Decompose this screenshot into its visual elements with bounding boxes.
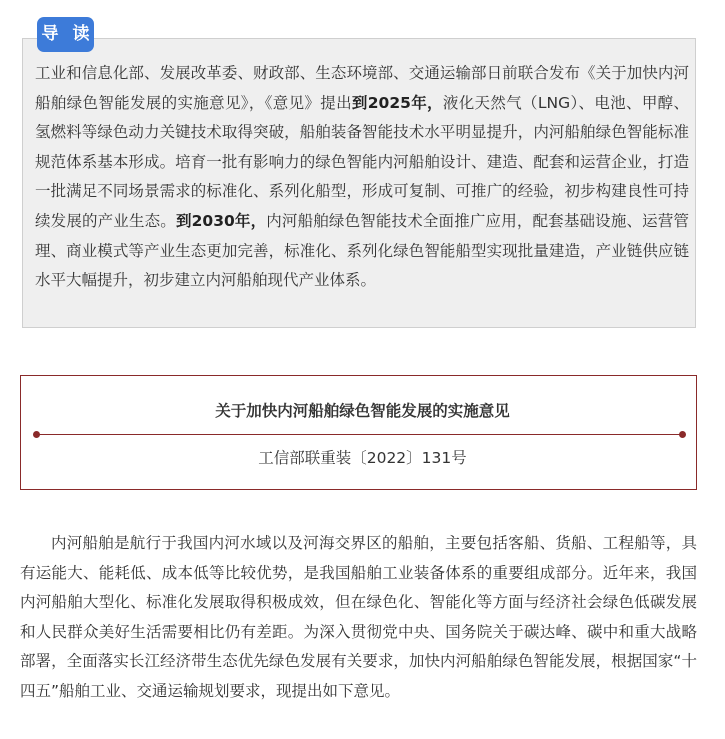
divider-dot-right (679, 431, 686, 438)
guide-summary (35, 59, 689, 296)
document-title-box (20, 375, 697, 490)
guide-text-part-2: 液化天然气（LNG）、电池、甲醇、氢燃料等绿色动力关键技术取得突破，船舶装备智能技术水平明显提升，内河船舶绿色智能标准规范体系基本形成。培育一批有影响力的绿色智能内河船舶设计、建造、配套和运营企业，打造一批满足不同场景需求的标准化、系列化船型，形成可复制、可推广的经验，初步构建良性可持续发展的产业生态。 (35, 93, 689, 230)
guide-text-part-1: 工业和信息化部、发展改革委、财政部、生态环境部、交通运输部日前联合发布《关于加快内河船舶绿色智能发展的实施意见》，《意见》提出 (35, 64, 689, 112)
divider-dot-left (33, 431, 40, 438)
body-paragraph: 内河船舶是航行于我国内河水域以及河海交界区的船舶，主要包括客船、货船、工程船等，具有运能大、能耗低、成本低等比较优势，是我国船舶工业装备体系的重要组成部分。近年来，我国内河船舶大型化、标准化发展取得积极成效，但在绿色化、智能化等方面与经济社会绿色低碳发展和人民群众美好生活需要相比仍有差距。为深入贯彻党中央、国务院关于碳达峰、碳中和重大战略部署，全面落实长江经济带生态优先绿色发展有关要求，加快内河船舶绿色智能发展，根据国家“十四五”船舶工业、交通运输规划要求，现提出如下意见。 (20, 534, 697, 700)
guide-text-part-3: 内河船舶绿色智能技术全面推广应用，配套基础设施、运营管理、商业模式等产业生态更加完善，标准化、系列化绿色智能船型实现批量建造，产业链供应链水平大幅提升，初步建立内河船舶现代产业体系。 (35, 211, 689, 290)
title-divider (36, 434, 682, 435)
guide-bold-2030: 到2030年， (175, 211, 267, 230)
document-number: 工信部联重装〔2022〕131号 (258, 449, 467, 467)
guide-bold-2025: 到2025年， (351, 93, 443, 112)
guide-badge: 导 读 (37, 17, 94, 52)
document-title: 关于加快内河船舶绿色智能发展的实施意见 (215, 402, 510, 420)
